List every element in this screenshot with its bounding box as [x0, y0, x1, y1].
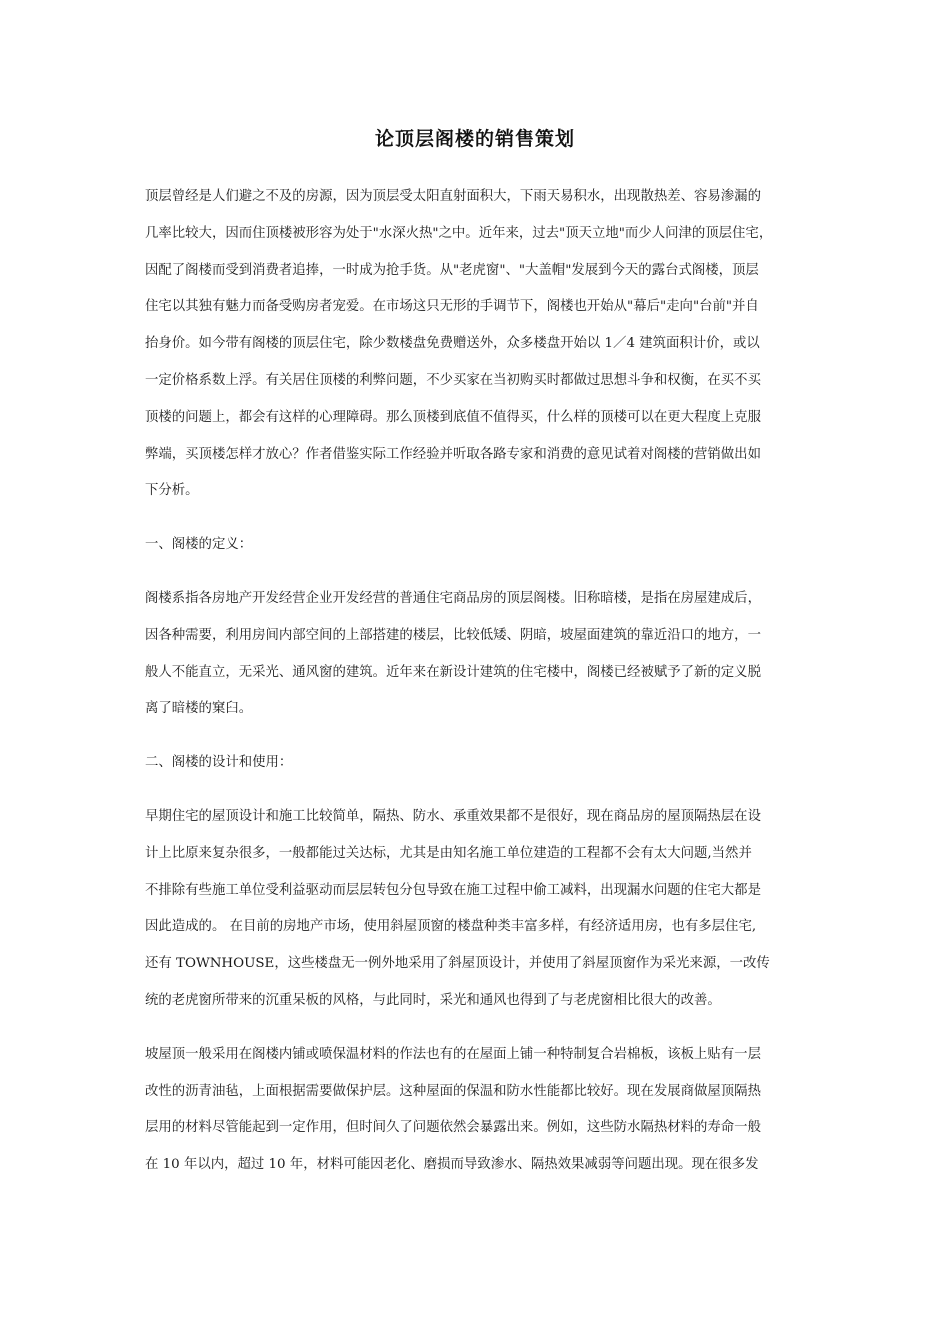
- text-line: 阁楼系指各房地产开发经营企业开发经营的普通住宅商品房的顶层阁楼。旧称暗楼，是指在房屋建成后，: [145, 590, 761, 606]
- text-line: 坡屋顶一般采用在阁楼内铺或喷保温材料的作法也有的在屋面上铺一种特制复合岩棉板，该板上贴有一层: [145, 1046, 761, 1062]
- text-line: 统的老虎窗所带来的沉重呆板的风格，与此同时，采光和通风也得到了与老虎窗相比很大的改善。: [145, 992, 721, 1008]
- paragraph-gap: [145, 518, 815, 535]
- text-line: 因此造成的。 在目前的房地产市场，使用斜屋顶窗的楼盘种类丰富多样，有经济适用房，也有多层住宅,: [145, 919, 757, 935]
- text-line: 因配了阁楼而受到消费者追捧，一时成为抢手货。从"老虎窗"、"大盖帽"发展到今天的露台式阁楼，顶层: [145, 262, 759, 278]
- paragraph-gap: [145, 736, 815, 753]
- text-line: 在 10 年以内，超过 10 年，材料可能因老化、磨损而导致渗水、隔热效果减弱等问题出现。现在很多发: [145, 1157, 759, 1173]
- text-line: 抬身价。如今带有阁楼的顶层住宅，除少数楼盘免费赠送外，众多楼盘开始以 1／4 建筑面积计价，或以: [145, 336, 760, 352]
- text-line: 般人不能直立，无采光、通风窗的建筑。近年来在新设计建筑的住宅楼中，阁楼已经被赋予了新的定义脱: [145, 664, 761, 680]
- definition-paragraph: [145, 589, 815, 736]
- text-line: 改性的沥青油毡，上面根据需要做保护层。这种屋面的保温和防水性能都比较好。现在发展商做屋顶隔热: [145, 1083, 761, 1099]
- document-body: [145, 187, 815, 1192]
- document-title: 论顶层阁楼的销售策划: [374, 128, 575, 150]
- text-line: 顶楼的问题上，都会有这样的心理障碍。那么顶楼到底值不值得买，什么样的顶楼可以在更大程度上克服: [145, 409, 761, 425]
- text-line: 层用的材料尽管能起到一定作用，但时间久了问题依然会暴露出来。例如，这些防水隔热材料的寿命一般: [145, 1120, 761, 1136]
- section-heading-design: 二、阁楼的设计和使用：: [145, 755, 293, 771]
- text-line: 下分析。: [145, 483, 199, 499]
- design-paragraph-2: [145, 1045, 815, 1192]
- text-line: 弊端，买顶楼怎样才放心？作者借鉴实际工作经验并听取各路专家和消费的意见试着对阁楼的营销做出如: [145, 446, 761, 462]
- paragraph-gap: [145, 790, 815, 807]
- text-line: 几率比较大，因而住顶楼被形容为处于"水深火热"之中。近年来，过去"顶天立地"而少人问津的顶层住宅，: [145, 225, 773, 241]
- text-line: 一定价格系数上浮。有关居住顶楼的利弊问题，不少买家在当初购买时都做过思想斗争和权衡，在买不买: [145, 372, 761, 388]
- paragraph-gap: [145, 1028, 815, 1045]
- text-line: 早期住宅的屋顶设计和施工比较简单，隔热、防水、承重效果都不是很好，现在商品房的屋顶隔热层在设: [145, 808, 761, 824]
- paragraph-gap: [145, 572, 815, 589]
- text-line: 离了暗楼的窠臼。: [145, 701, 253, 717]
- text-line: 顶层曾经是人们避之不及的房源，因为顶层受太阳直射面积大，下雨天易积水，出现散热差、容易渗漏的: [145, 189, 761, 204]
- intro-paragraph: [145, 187, 815, 518]
- text-line: 因各种需要，利用房间内部空间的上部搭建的楼层，比较低矮、阴暗，坡屋面建筑的靠近沿口的地方，一: [145, 627, 761, 643]
- text-line: 住宅以其独有魅力而备受购房者宠爱。在市场这只无形的手调节下，阁楼也开始从"幕后"走向"台前"并自: [145, 299, 759, 315]
- design-paragraph-1: [145, 807, 815, 1028]
- section-heading-definition: 一、阁楼的定义：: [145, 537, 253, 553]
- text-line: 不排除有些施工单位受利益驱动而层层转包分包导致在施工过程中偷工减料，出现漏水问题的住宅大都是: [145, 882, 761, 898]
- text-line: 计上比原来复杂很多，一般都能过关达标，尤其是由知名施工单位建造的工程都不会有太大问题,当然并: [145, 845, 752, 861]
- text-line: 还有 TOWNHOUSE，这些楼盘无一例外地采用了斜屋顶设计，并使用了斜屋顶窗作为采光来源，一改传: [145, 956, 770, 972]
